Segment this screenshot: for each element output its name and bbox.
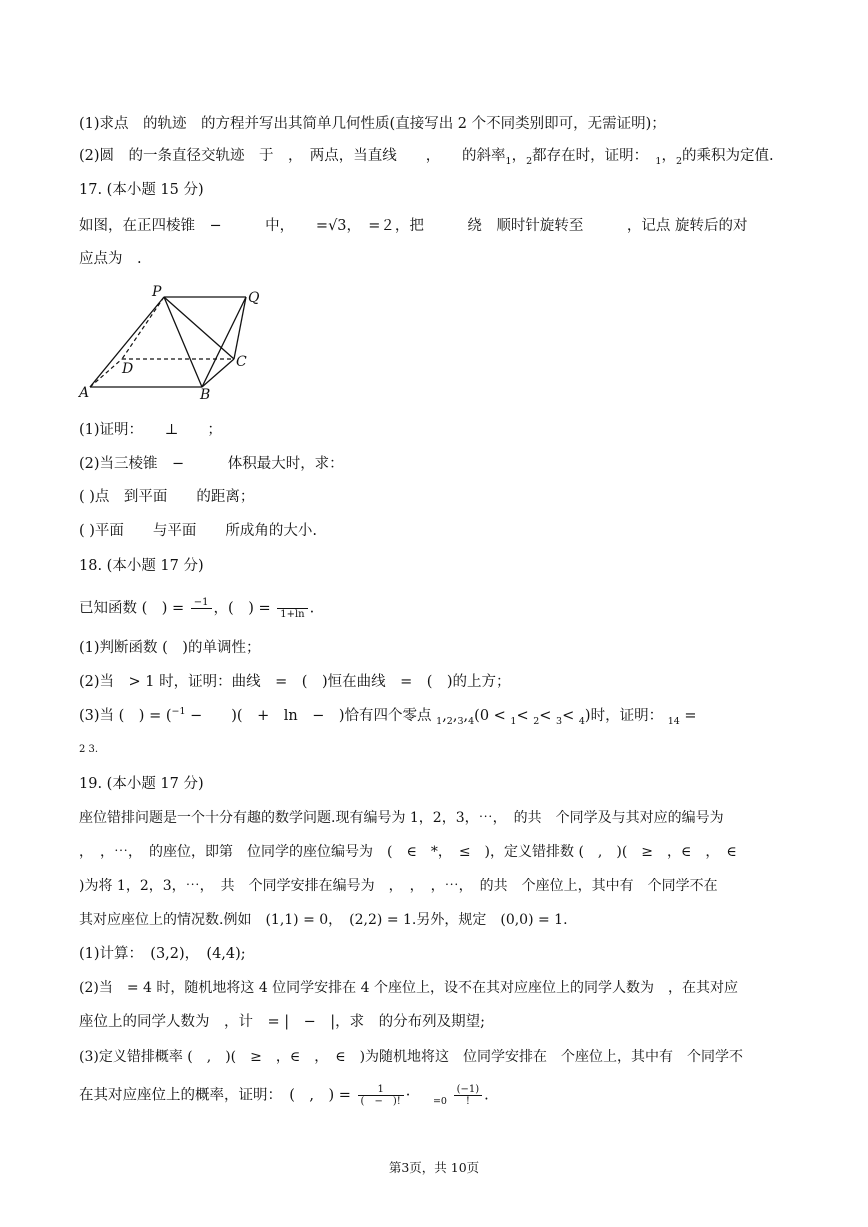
text: (3)定义错排概率 ( , )( ≥ ，∈ ， ∈ )为随机地将这 位同学安排在 个座位上，其中有 个同学不 bbox=[79, 1049, 744, 1065]
question-17-part-2 bbox=[79, 454, 344, 474]
text: )时，证明： bbox=[584, 708, 664, 724]
text: (1)计算： (3,2)， (4,4); bbox=[79, 946, 246, 962]
subscript: 1 bbox=[655, 156, 662, 167]
question-18-header bbox=[79, 556, 204, 576]
question-19-stem-line-4 bbox=[79, 910, 568, 930]
edge-QC bbox=[234, 297, 246, 359]
question-17-header bbox=[79, 180, 204, 200]
label-C: C bbox=[236, 354, 247, 370]
hidden-edges bbox=[90, 297, 234, 387]
question-19-part-2-line-1 bbox=[79, 978, 738, 998]
text: (1)证明： ⊥ ； bbox=[79, 422, 222, 438]
text: < bbox=[516, 708, 529, 724]
question-19-stem-line-3 bbox=[79, 876, 718, 896]
subscript: 1 bbox=[510, 716, 517, 727]
edge-BP bbox=[164, 297, 202, 387]
numerator bbox=[277, 597, 307, 609]
fraction-f bbox=[191, 597, 212, 620]
subscript: 4 bbox=[673, 716, 680, 727]
text: 座位错排问题是一个十分有趣的数学问题.现有编号为 1，2，3，⋯， 的共 个同学及与其对应的编号为 bbox=[79, 810, 724, 826]
text: 都存在时，证明： bbox=[532, 148, 641, 164]
subscript: 4 bbox=[578, 716, 585, 727]
fraction-one-over-factorial bbox=[358, 1084, 404, 1107]
question-17-part-2-ii bbox=[79, 521, 317, 541]
numerator: (−1) bbox=[454, 1084, 483, 1096]
numerator: −1 bbox=[191, 597, 212, 609]
edge-PC bbox=[164, 297, 234, 359]
label-A: A bbox=[79, 385, 90, 401]
subscript: 3 bbox=[556, 716, 563, 727]
question-17-stem-line-2 bbox=[79, 249, 142, 269]
text: 18. (本小题 17 分) bbox=[79, 558, 204, 574]
text: ( )平面 与平面 所成角的大小. bbox=[79, 523, 318, 539]
fraction-g bbox=[277, 597, 307, 620]
text: 19. (本小题 17 分) bbox=[79, 776, 204, 792]
question-17-part-1 bbox=[79, 420, 222, 440]
question-19-stem-line-2 bbox=[79, 842, 737, 862]
edge-PD bbox=[122, 297, 164, 359]
edge-QB bbox=[202, 297, 246, 387]
question-19-part-2-line-2 bbox=[79, 1012, 485, 1032]
subscript: 4 bbox=[468, 716, 475, 727]
question-16-part-1 bbox=[79, 114, 666, 134]
text: ， ，⋯， 的座位，即第 位同学的座位编号为 ( ∈ *， ≤ )，定义错排数 ( , )( ≥ ，∈ ， ∈ bbox=[79, 844, 737, 860]
pyramid-figure bbox=[74, 282, 274, 404]
text: 已知函数 ( ) = bbox=[79, 600, 185, 617]
multiply-dot: · bbox=[405, 1087, 411, 1104]
text: ， =２，把 绕 顺时针旋转至 ，记点 旋转后的对 bbox=[346, 218, 748, 234]
question-19-header bbox=[79, 774, 204, 794]
solid-edges bbox=[90, 297, 246, 387]
text: 如图，在正四棱锥 − 中， = bbox=[79, 218, 329, 234]
summation-index: =0 bbox=[432, 1095, 447, 1107]
text: (0 < bbox=[474, 708, 506, 724]
label-P: P bbox=[152, 284, 162, 300]
denominator bbox=[191, 609, 212, 620]
sqrt-three: √3 bbox=[328, 218, 347, 234]
subscript: 2 bbox=[446, 716, 453, 727]
question-17-stem-line-1 bbox=[79, 216, 748, 236]
text: (3)当 ( ) = ( bbox=[79, 708, 172, 724]
subscript: 2 bbox=[533, 716, 540, 727]
question-19-stem-line-1 bbox=[79, 808, 724, 828]
text: 其对应座位上的情况数.例如 (1,1) = 0， (2,2) = 1.另外，规定 (0,0) = 1. bbox=[79, 912, 568, 928]
subscript: 1 bbox=[505, 156, 512, 167]
page-footer: 第3页，共 10页 bbox=[388, 1160, 480, 1175]
question-18-part-3-cont bbox=[79, 740, 98, 760]
subscript: 2 bbox=[526, 156, 533, 167]
numerator: 1 bbox=[358, 1084, 404, 1096]
text: (2)当 > 1 时，证明：曲线 = ( )恒在曲线 = ( )的上方； bbox=[79, 674, 511, 690]
denominator: ( − )! bbox=[360, 1096, 401, 1107]
question-17-part-2-i bbox=[79, 487, 254, 507]
denominator: 1+ln bbox=[280, 609, 305, 620]
question-18-stem bbox=[79, 597, 314, 620]
text: 的乘积为定值. bbox=[681, 148, 774, 164]
text: (1)判断函数 ( )的单调性； bbox=[79, 640, 261, 656]
text: = bbox=[684, 708, 697, 724]
text: ( )点 到平面 的距离； bbox=[79, 489, 255, 505]
subscript: 1 bbox=[436, 716, 443, 727]
text: 2 3. bbox=[79, 744, 99, 755]
text: < bbox=[539, 708, 552, 724]
question-16-part-2: (2)圆 的一条直径交轨迹 于 ， 两点，当直线 ， 的斜率$_1$，$_2$都存在时，证明： $_1$，$_2$的乘积为定值. bbox=[79, 148, 774, 167]
edge-AD bbox=[90, 359, 122, 387]
label-D: D bbox=[122, 361, 134, 377]
label-Q: Q bbox=[248, 290, 260, 306]
question-19-part-1 bbox=[79, 944, 246, 964]
subscript: 2 bbox=[675, 156, 682, 167]
text: (2)当 = 4 时，随机地将这 4 位同学安排在 4 个座位上，设不在其对应座位上的同学人数为 ，在其对应 bbox=[79, 980, 738, 996]
subscript: 3 bbox=[457, 716, 464, 727]
edge-BC bbox=[202, 359, 234, 387]
superscript: −1 bbox=[171, 706, 186, 717]
subscript: 1 bbox=[667, 716, 674, 727]
question-19-part-3-line-2 bbox=[79, 1084, 489, 1108]
text: (1)求点 的轨迹 的方程并写出其简单几何性质(直接写出 2 个不同类别即可，无需证明)； bbox=[79, 116, 666, 132]
text: . bbox=[484, 1087, 489, 1104]
text: ，( ) = bbox=[213, 600, 271, 617]
text: )为将 1，2，3，⋯， 共 个同学安排在编号为 ， ， ，⋯， 的共 个座位上，其中有 个同学不在 bbox=[79, 878, 718, 894]
question-18-part-1 bbox=[79, 638, 260, 658]
text: (2)当三棱锥 − 体积最大时，求： bbox=[79, 456, 344, 472]
text: . bbox=[309, 600, 315, 617]
text: < bbox=[562, 708, 575, 724]
text: − )( + ln − )恰有四个零点 bbox=[185, 708, 432, 724]
question-19-part-3-line-1 bbox=[79, 1047, 743, 1067]
fraction-alternating-term bbox=[454, 1084, 483, 1107]
question-18-part-3: (3)当 ( ) = ($^{-1}$ − )( + ln − )恰有四个零点 $_1,_2,_3,_4(0 < _1< _2< _3< _4)$时，证明： $_{14}$ = bbox=[79, 706, 697, 727]
denominator: ! bbox=[465, 1096, 470, 1107]
text: 在其对应座位上的概率，证明： ( , ) = bbox=[79, 1087, 351, 1104]
text: 17. (本小题 15 分) bbox=[79, 182, 204, 198]
text: 应点为 . bbox=[79, 251, 142, 267]
label-B: B bbox=[200, 387, 211, 403]
question-18-part-2 bbox=[79, 672, 511, 692]
text: (2)圆 的一条直径交轨迹 于 ， 两点，当直线 ， 的斜率 bbox=[79, 148, 506, 164]
text: 座位上的同学人数为 ，计 = | − |，求 的分布列及期望; bbox=[79, 1014, 486, 1030]
